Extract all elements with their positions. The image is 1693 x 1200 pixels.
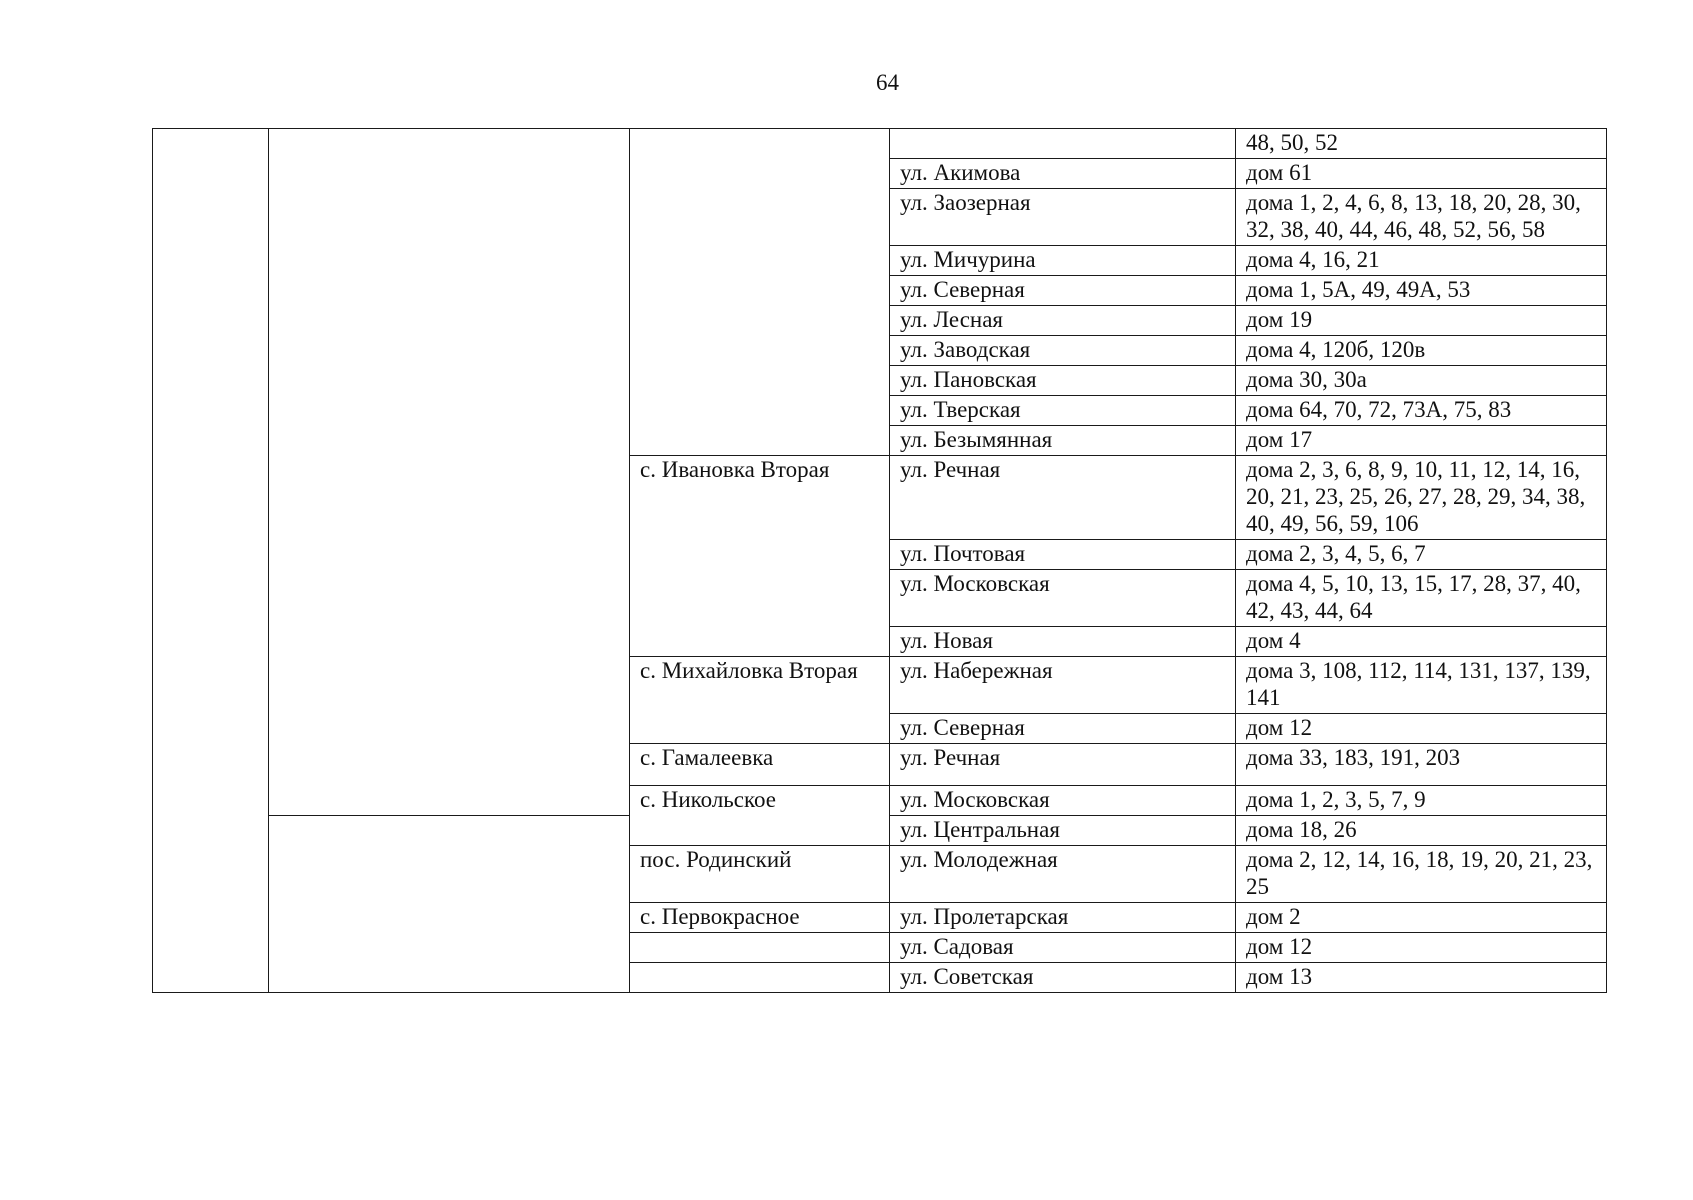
street-cell: ул. Московская xyxy=(890,570,1236,627)
street-cell: ул. Пролетарская xyxy=(890,903,1236,933)
houses-cell: дом 13 xyxy=(1236,963,1607,993)
houses-cell: дома 4, 5, 10, 13, 15, 17, 28, 37, 40, 42, 43, 44, 64 xyxy=(1236,570,1607,627)
houses-cell: дома 2, 12, 14, 16, 18, 19, 20, 21, 23, 25 xyxy=(1236,846,1607,903)
street-cell: ул. Акимова xyxy=(890,159,1236,189)
street-cell: ул. Заводская xyxy=(890,336,1236,366)
street-cell: ул. Северная xyxy=(890,714,1236,744)
houses-cell: дома 4, 120б, 120в xyxy=(1236,336,1607,366)
settlement-cell: с. Гамалеевка xyxy=(630,744,890,786)
settlement-cell: с. Михайловка Вторая xyxy=(630,657,890,744)
houses-cell: дом 19 xyxy=(1236,306,1607,336)
settlement-cell: с. Первокрасное xyxy=(630,903,890,933)
street-cell: ул. Пановская xyxy=(890,366,1236,396)
houses-cell: дома 4, 16, 21 xyxy=(1236,246,1607,276)
houses-cell: дом 4 xyxy=(1236,627,1607,657)
houses-cell: дома 3, 108, 112, 114, 131, 137, 139, 141 xyxy=(1236,657,1607,714)
street-cell: ул. Советская xyxy=(890,963,1236,993)
houses-cell: дома 2, 3, 6, 8, 9, 10, 11, 12, 14, 16, 20, 21, 23, 25, 26, 27, 28, 29, 34, 38, 40, 49, 56, 59, 106 xyxy=(1236,456,1607,540)
houses-cell: дом 12 xyxy=(1236,714,1607,744)
street-cell: ул. Новая xyxy=(890,627,1236,657)
street-cell: ул. Центральная xyxy=(890,816,1236,846)
houses-cell: дом 12 xyxy=(1236,933,1607,963)
settlement-cell: с. Никольское xyxy=(630,786,890,846)
street-cell: ул. Лесная xyxy=(890,306,1236,336)
houses-cell: дом 2 xyxy=(1236,903,1607,933)
houses-cell: дома 1, 2, 3, 5, 7, 9 xyxy=(1236,786,1607,816)
settlement-cell: с. Ивановка Вторая xyxy=(630,456,890,657)
street-cell: ул. Речная xyxy=(890,744,1236,786)
street-cell: ул. Заозерная xyxy=(890,189,1236,246)
street-cell: ул. Молодежная xyxy=(890,846,1236,903)
settlement-cell-empty xyxy=(630,963,890,993)
street-cell: ул. Мичурина xyxy=(890,246,1236,276)
houses-cell: 48, 50, 52 xyxy=(1236,129,1607,159)
houses-cell: дом 61 xyxy=(1236,159,1607,189)
district-cell-empty xyxy=(269,816,630,993)
houses-cell: дома 30, 30а xyxy=(1236,366,1607,396)
street-cell: ул. Безымянная xyxy=(890,426,1236,456)
street-cell-empty xyxy=(890,129,1236,159)
settlement-cell-empty xyxy=(630,129,890,456)
street-cell: ул. Тверская xyxy=(890,396,1236,426)
street-cell: ул. Московская xyxy=(890,786,1236,816)
address-table xyxy=(152,128,1607,993)
page-number: 64 xyxy=(876,70,899,95)
district-cell-empty xyxy=(269,129,630,816)
number-cell-empty xyxy=(153,129,269,993)
houses-cell: дома 33, 183, 191, 203 xyxy=(1236,744,1607,786)
houses-cell: дома 2, 3, 4, 5, 6, 7 xyxy=(1236,540,1607,570)
houses-cell: дома 1, 2, 4, 6, 8, 13, 18, 20, 28, 30, 32, 38, 40, 44, 46, 48, 52, 56, 58 xyxy=(1236,189,1607,246)
street-cell: ул. Почтовая xyxy=(890,540,1236,570)
table-row xyxy=(153,129,1607,159)
settlement-cell: пос. Родинский xyxy=(630,846,890,903)
street-cell: ул. Северная xyxy=(890,276,1236,306)
houses-cell: дома 1, 5А, 49, 49А, 53 xyxy=(1236,276,1607,306)
street-cell: ул. Садовая xyxy=(890,933,1236,963)
street-cell: ул. Набережная xyxy=(890,657,1236,714)
street-cell: ул. Речная xyxy=(890,456,1236,540)
houses-cell: дом 17 xyxy=(1236,426,1607,456)
settlement-cell-empty xyxy=(630,933,890,963)
houses-cell: дома 18, 26 xyxy=(1236,816,1607,846)
houses-cell: дома 64, 70, 72, 73А, 75, 83 xyxy=(1236,396,1607,426)
